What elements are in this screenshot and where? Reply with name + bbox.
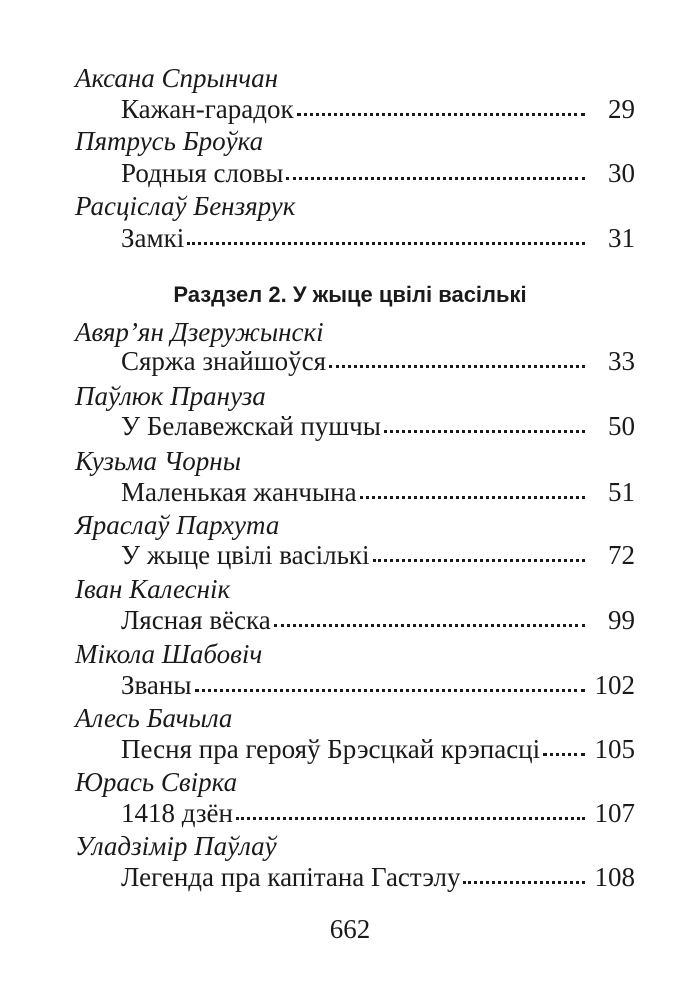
toc-author: Аксана Спрынчан xyxy=(75,63,278,93)
toc-page-number: 29 xyxy=(608,94,635,124)
toc-title: Сяржа знайшоўся xyxy=(121,346,327,376)
toc-title: Кажан-гарадок xyxy=(121,94,294,124)
dot-leader xyxy=(195,689,586,692)
dot-leader xyxy=(463,881,585,884)
toc-title: Лясная вёска xyxy=(121,605,271,635)
section-heading: Раздзел 2. У жыце цвілі васількі xyxy=(173,282,527,307)
toc-page-number: 51 xyxy=(608,477,635,507)
dot-leader xyxy=(286,177,585,180)
toc-author: Пятрусь Броўка xyxy=(75,126,264,156)
toc-line xyxy=(121,476,635,508)
toc-line xyxy=(121,861,635,893)
toc-line xyxy=(121,669,635,701)
toc-author: Яраслаў Пархута xyxy=(75,510,280,540)
dot-leader xyxy=(187,242,585,245)
toc-page-number: 105 xyxy=(594,734,635,764)
toc-author: Юрась Свірка xyxy=(75,767,238,797)
toc-line xyxy=(121,539,635,571)
toc-author: Кузьма Чорны xyxy=(75,446,241,476)
toc-line xyxy=(121,345,635,377)
dot-leader xyxy=(543,753,585,756)
toc-page-number: 99 xyxy=(608,605,635,635)
toc-author: Авяр’ян Дзеружынскі xyxy=(75,317,324,347)
toc-line xyxy=(121,410,635,442)
toc-author: Мікола Шабовіч xyxy=(75,639,263,669)
dot-leader xyxy=(297,113,585,116)
toc-page-number: 30 xyxy=(608,158,635,188)
toc-title: У жыце цвілі васількі xyxy=(121,540,370,570)
toc-title: Замкі xyxy=(121,223,185,253)
toc-author: Іван Калеснік xyxy=(75,574,231,604)
dot-leader xyxy=(329,365,585,368)
toc-title: Родныя словы xyxy=(121,158,284,188)
toc-page-number: 102 xyxy=(594,670,635,700)
toc-page-number: 72 xyxy=(608,540,635,570)
toc-title: 1418 дзён xyxy=(121,798,233,828)
toc-line xyxy=(121,604,635,636)
toc-line xyxy=(121,93,635,125)
dot-leader xyxy=(384,430,585,433)
toc-title: Легенда пра капітана Гастэлу xyxy=(121,862,461,892)
toc-author: Паўлюк Пранузa xyxy=(75,381,266,411)
toc-page-number: 107 xyxy=(594,798,635,828)
toc-line xyxy=(121,157,635,189)
page-number: 662 xyxy=(329,914,371,944)
toc-page-number: 33 xyxy=(608,346,635,376)
toc-page-number: 108 xyxy=(594,862,635,892)
toc-title: Маленькая жанчына xyxy=(121,477,357,507)
toc-title: Песня пра герояў Брэсцкай крэпасці xyxy=(121,734,541,764)
toc-title: Званы xyxy=(121,670,192,700)
toc-line xyxy=(121,222,635,254)
toc-author: Алесь Бачыла xyxy=(75,703,233,733)
toc-author: Уладзімір Паўлаў xyxy=(75,831,277,861)
dot-leader xyxy=(274,624,585,627)
toc-page-number: 50 xyxy=(608,411,635,441)
toc-line xyxy=(121,733,635,765)
toc-title: У Белавежскай пушчы xyxy=(121,411,381,441)
dot-leader xyxy=(373,559,585,562)
dot-leader xyxy=(360,496,585,499)
toc-line xyxy=(121,797,635,829)
toc-author: Расціслаў Бензярук xyxy=(75,191,296,221)
toc-page-number: 31 xyxy=(608,223,635,253)
dot-leader xyxy=(236,817,585,820)
